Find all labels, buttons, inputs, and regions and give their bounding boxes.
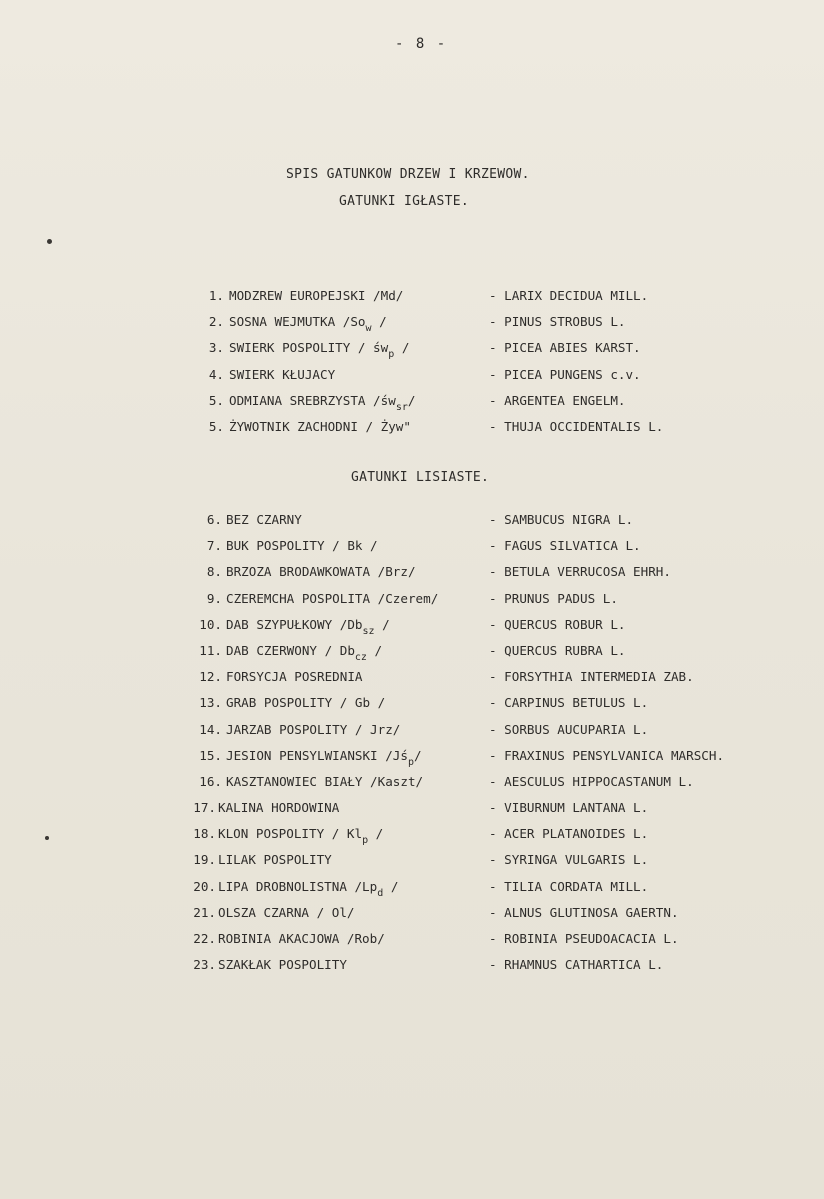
deciduous-list	[0, 512, 824, 983]
polish-name: DAB CZERWONY / $Db_{cz}$ /	[226, 642, 383, 663]
polish-name: BRZOZA BRODAWKOWATA /Brz/	[226, 564, 416, 580]
species-number: 2.	[208, 314, 224, 330]
polish-name: BEZ CZARNY	[226, 512, 302, 527]
species-row	[0, 512, 824, 538]
latin-name: - PRUNUS PADUS L.	[489, 590, 618, 606]
latin-name: - FAGUS SILVATICA L.	[489, 538, 641, 554]
species-row	[0, 957, 824, 983]
paper-speck	[45, 836, 49, 840]
latin-name: - CARPINUS BETULUS L.	[489, 695, 649, 711]
species-number: 13.	[199, 695, 222, 711]
species-number: 21.	[193, 904, 216, 920]
species-number: 18.	[193, 826, 216, 842]
polish-name: GRAB POSPOLITY / Gb /	[226, 695, 386, 711]
polish-name: CZEREMCHA POSPOLITA /Czerem/	[226, 590, 439, 606]
latin-name: - ROBINIA PSEUDOACACIA L.	[489, 931, 679, 946]
abbreviation-subscript: p	[388, 349, 395, 361]
latin-name: - PICEA ABIES KARST.	[489, 340, 641, 356]
species-row	[0, 931, 824, 957]
species-number: 14.	[199, 721, 222, 737]
polish-name: DAB SZYPUŁKOWY $/Db_{sz}$ /	[226, 616, 390, 637]
polish-name: JARZAB POSPOLITY / Jrz/	[226, 721, 401, 737]
species-number: 5.	[208, 418, 224, 434]
latin-name: - QUERCUS ROBUR L.	[489, 616, 626, 632]
polish-name: KASZTANOWIEC BIAŁY /Kaszt/	[226, 773, 424, 789]
abbreviation-subscript: sr	[395, 401, 408, 413]
species-number: 1.	[208, 288, 224, 303]
species-row	[0, 669, 824, 695]
species-number: 23.	[193, 957, 216, 973]
species-number: 7.	[206, 538, 222, 554]
abbreviation-subscript: w	[365, 323, 372, 335]
species-row	[0, 419, 824, 445]
polish-name: LIPA DROBNOLISTNA $/Lp_d$ /	[218, 878, 399, 899]
polish-name: JESION PENSYLWIANSKI $/Jś_p/$	[226, 747, 422, 768]
species-number: 15.	[199, 747, 222, 763]
polish-name: SWIERK KŁUJACY	[229, 366, 336, 382]
latin-name: - PICEA PUNGENS c.v.	[489, 366, 641, 382]
polish-name: KLON POSPOLITY / $Kl_p$ /	[218, 826, 384, 847]
species-row	[0, 538, 824, 564]
polish-name: ROBINIA AKACJOWA /Rob/	[218, 931, 385, 946]
latin-name: - ACER PLATANOIDES L.	[489, 826, 649, 842]
section-heading-conifers: GATUNKI IGŁASTE.	[339, 194, 470, 209]
species-number: 19.	[193, 852, 216, 868]
species-row	[0, 800, 824, 826]
polish-name: ODMIANA SREBRZYSTA $/św_{sr}/$	[229, 392, 416, 413]
species-number: 4.	[208, 366, 224, 382]
species-row	[0, 826, 824, 852]
latin-name: - AESCULUS HIPPOCASTANUM L.	[489, 773, 694, 789]
species-row	[0, 643, 824, 669]
polish-name: SOSNA WEJMUTKA $/So_w$ /	[229, 314, 387, 335]
latin-name: - SAMBUCUS NIGRA L.	[489, 512, 634, 527]
species-number: 8.	[206, 564, 222, 580]
species-row	[0, 340, 824, 366]
latin-name: - QUERCUS RUBRA L.	[489, 642, 626, 658]
species-row	[0, 879, 824, 905]
latin-name: - ALNUS GLUTINOSA GAERTN.	[489, 904, 679, 920]
polish-name: LILAK POSPOLITY	[218, 852, 332, 868]
species-row	[0, 852, 824, 878]
species-row	[0, 393, 824, 419]
latin-name: - FRAXINUS PENSYLVANICA MARSCH.	[489, 747, 725, 763]
abbreviation-subscript: d	[377, 887, 384, 899]
species-row	[0, 591, 824, 617]
species-number: 5.	[208, 392, 224, 408]
species-row	[0, 617, 824, 643]
conifers-list	[0, 288, 824, 445]
polish-name: OLSZA CZARNA / Ol/	[218, 904, 355, 920]
document-title: SPIS GATUNKOW DRZEW I KRZEWOW.	[286, 167, 530, 182]
polish-name: ŻYWOTNIK ZACHODNI / Żyw"	[229, 418, 411, 434]
species-row	[0, 314, 824, 340]
latin-name: - THUJA OCCIDENTALIS L.	[489, 418, 664, 434]
polish-name: BUK POSPOLITY / Bk /	[226, 538, 378, 554]
latin-name: - FORSYTHIA INTERMEDIA ZAB.	[489, 669, 694, 685]
polish-name: KALINA HORDOWINA	[218, 800, 340, 816]
latin-name: - SYRINGA VULGARIS L.	[489, 852, 649, 868]
abbreviation-subscript: p	[362, 835, 369, 847]
polish-name: SZAKŁAK POSPOLITY	[218, 957, 347, 973]
latin-name: - BETULA VERRUCOSA EHRH.	[489, 564, 671, 580]
species-row	[0, 367, 824, 393]
page-number: - 8 -	[395, 36, 448, 52]
species-number: 16.	[199, 773, 222, 789]
species-number: 10.	[199, 616, 222, 632]
section-heading-deciduous: GATUNKI LISIASTE.	[351, 470, 490, 485]
species-number: 22.	[193, 931, 216, 946]
latin-name: - RHAMNUS CATHARTICA L.	[489, 957, 664, 973]
latin-name: - ARGENTEA ENGELM.	[489, 392, 626, 408]
species-row	[0, 695, 824, 721]
polish-name: FORSYCJA POSREDNIA	[226, 669, 363, 685]
species-number: 6.	[206, 512, 222, 527]
species-row	[0, 748, 824, 774]
polish-name: SWIERK POSPOLITY / $św_p$ /	[229, 340, 410, 361]
paper-speck	[47, 239, 52, 244]
abbreviation-subscript: cz	[354, 651, 367, 663]
species-number: 12.	[199, 669, 222, 685]
latin-name: - LARIX DECIDUA MILL.	[489, 288, 649, 303]
species-number: 17.	[193, 800, 216, 816]
species-number: 3.	[208, 340, 224, 356]
abbreviation-subscript: p	[407, 756, 415, 768]
species-row	[0, 774, 824, 800]
latin-name: - TILIA CORDATA MILL.	[489, 878, 649, 894]
latin-name: - VIBURNUM LANTANA L.	[489, 800, 649, 816]
species-row	[0, 905, 824, 931]
species-number: 20.	[193, 878, 216, 894]
species-number: 9.	[206, 590, 222, 606]
species-row	[0, 564, 824, 590]
abbreviation-subscript: sz	[362, 625, 375, 637]
species-row	[0, 288, 824, 314]
latin-name: - SORBUS AUCUPARIA L.	[489, 721, 649, 737]
species-number: 11.	[199, 642, 222, 658]
latin-name: - PINUS STROBUS L.	[489, 314, 626, 330]
polish-name: MODZREW EUROPEJSKI /Md/	[229, 288, 404, 303]
species-row	[0, 722, 824, 748]
